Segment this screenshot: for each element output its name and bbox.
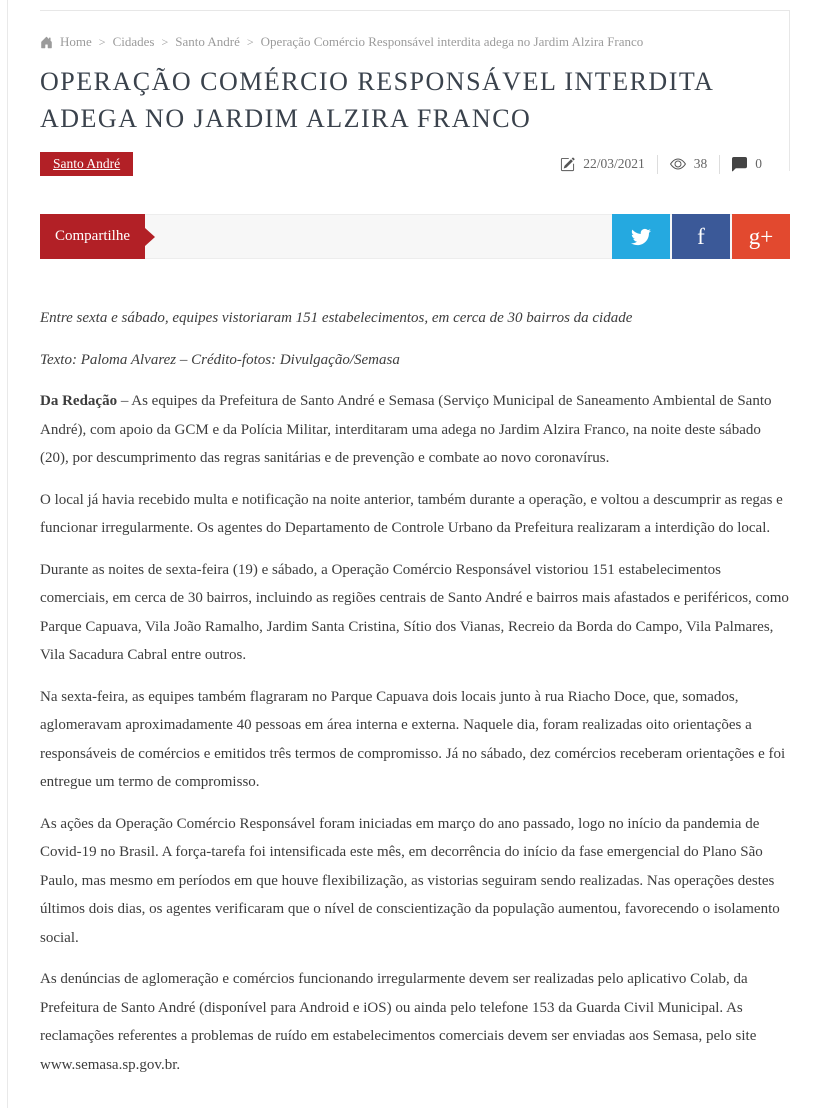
paragraph: As ações da Operação Comércio Responsável foram iniciadas em março do ano passado, logo no início da pandemia de Covid-19 no Brasil. A força-tarefa foi intensificada este mês, em decorrência do início da fase emergencial do Plano São Paulo, mas mesmo em períodos em que houve flexibilização, as vistorias seguiram sendo realizadas. Nas operações destes últimos dois dias, os agentes verificaram que o nível de conscientização da população aumentou, favorecendo o isolamento social. (40, 815, 780, 946)
share-button[interactable]: Compartilhe (40, 214, 145, 259)
meta-divider (657, 155, 658, 174)
share-bar (40, 214, 790, 259)
googleplus-icon: g+ (748, 224, 774, 249)
paragraph: O local já havia recebido multa e notificação na noite anterior, também durante a operação, e voltou a descumprir as regas e funcionar irregularmente. Os agentes do Departamento de Controle Urbano da Prefeitura realizaram a interdição do local. (40, 491, 783, 536)
breadcrumb-separator: > (161, 34, 169, 49)
home-icon (40, 36, 53, 49)
googleplus-share-button[interactable] (732, 214, 790, 259)
article-container (40, 10, 790, 1092)
comment-icon (732, 157, 747, 172)
edit-date-icon (560, 157, 575, 172)
comment-count: 0 (755, 156, 762, 171)
comments-item[interactable] (732, 156, 762, 172)
breadcrumb-separator: > (98, 34, 106, 49)
view-count: 38 (693, 156, 708, 171)
breadcrumb (40, 34, 790, 50)
paragraph-lead (40, 387, 790, 473)
lead-text: – As equipes da Prefeitura de Santo André e Semasa (Serviço Municipal de Saneamento Ambiental de Santo André), com apoio da GCM e da Polícia Militar, interditaram uma adega no Jardim Alzira Franco, na noite deste sábado (20), por descumprimento das regras sanitárias e de prevenção e combate ao novo coronavírus. (40, 393, 772, 466)
breadcrumb-home[interactable]: Home (60, 34, 92, 49)
date-item (560, 156, 645, 172)
article-subtitle: Entre sexta e sábado, equipes vistoriaram 151 estabelecimentos, em cerca de 30 bairros da cidade (40, 310, 633, 326)
paragraph: As denúncias de aglomeração e comércios funcionando irregularmente devem ser realizadas pelo aplicativo Colab, da Prefeitura de Santo André (disponível para Android e iOS) ou ainda pelo telefone 153 da Guarda Civil Municipal. As reclamações referentes a problemas de ruído em estabelecimentos comerciais devem ser enviadas aos Semasa, pelo site www.semasa.sp.gov.br. (40, 971, 757, 1073)
breadcrumb-current-page: Operação Comércio Responsável interdita adega no Jardim Alzira Franco (260, 34, 644, 49)
lead-label: Da Redação (40, 393, 118, 409)
views-item (670, 156, 708, 172)
eye-icon (670, 156, 686, 172)
article-date: 22/03/2021 (583, 156, 645, 171)
facebook-icon: f (697, 224, 705, 249)
article-meta (560, 155, 762, 174)
article-byline: Texto: Paloma Alvarez – Crédito-fotos: Divulgação/Semasa (40, 351, 400, 368)
article-meta-row (40, 152, 790, 176)
meta-divider (719, 155, 720, 174)
twitter-icon (631, 227, 651, 247)
breadcrumb-santo-andre[interactable]: Santo André (175, 34, 240, 49)
page-left-divider (7, 0, 8, 1108)
article-body (40, 304, 790, 1079)
social-buttons (610, 214, 790, 259)
breadcrumb-cidades[interactable]: Cidades (112, 34, 155, 49)
paragraph: Durante as noites de sexta-feira (19) e sábado, a Operação Comércio Responsável vistoriou 151 estabelecimentos comerciais, em cerca de 30 bairros, incluindo as regiões centrais de Santo André e bairros mais afastados e periféricos, como Parque Capuava, Vila João Ramalho, Jardim Santa Cristina, Sítio dos Vianas, Recreio da Borda do Campo, Vila Palmares, Vila Sacadura Cabral entre outros. (40, 561, 789, 663)
breadcrumb-separator: > (246, 34, 254, 49)
category-badge[interactable]: Santo André (40, 152, 133, 176)
header-right-divider (789, 11, 790, 171)
page-title: OPERAÇÃO COMÉRCIO RESPONSÁVEL INTERDITA ADEGA NO JARDIM ALZIRA FRANCO (40, 67, 713, 133)
paragraph: Na sexta-feira, as equipes também flagraram no Parque Capuava dois locais junto à rua Riacho Doce, que, somados, aglomeravam aproximadamente 40 pessoas em área interna e externa. Naquele dia, foram realizadas oito orientações a responsáveis de comércios e emitidos três termos de compromisso. Já no sábado, dez comércios receberam orientações e foi entregue um termo de compromisso. (40, 688, 786, 790)
facebook-share-button[interactable] (672, 214, 730, 259)
twitter-share-button[interactable] (612, 214, 670, 259)
